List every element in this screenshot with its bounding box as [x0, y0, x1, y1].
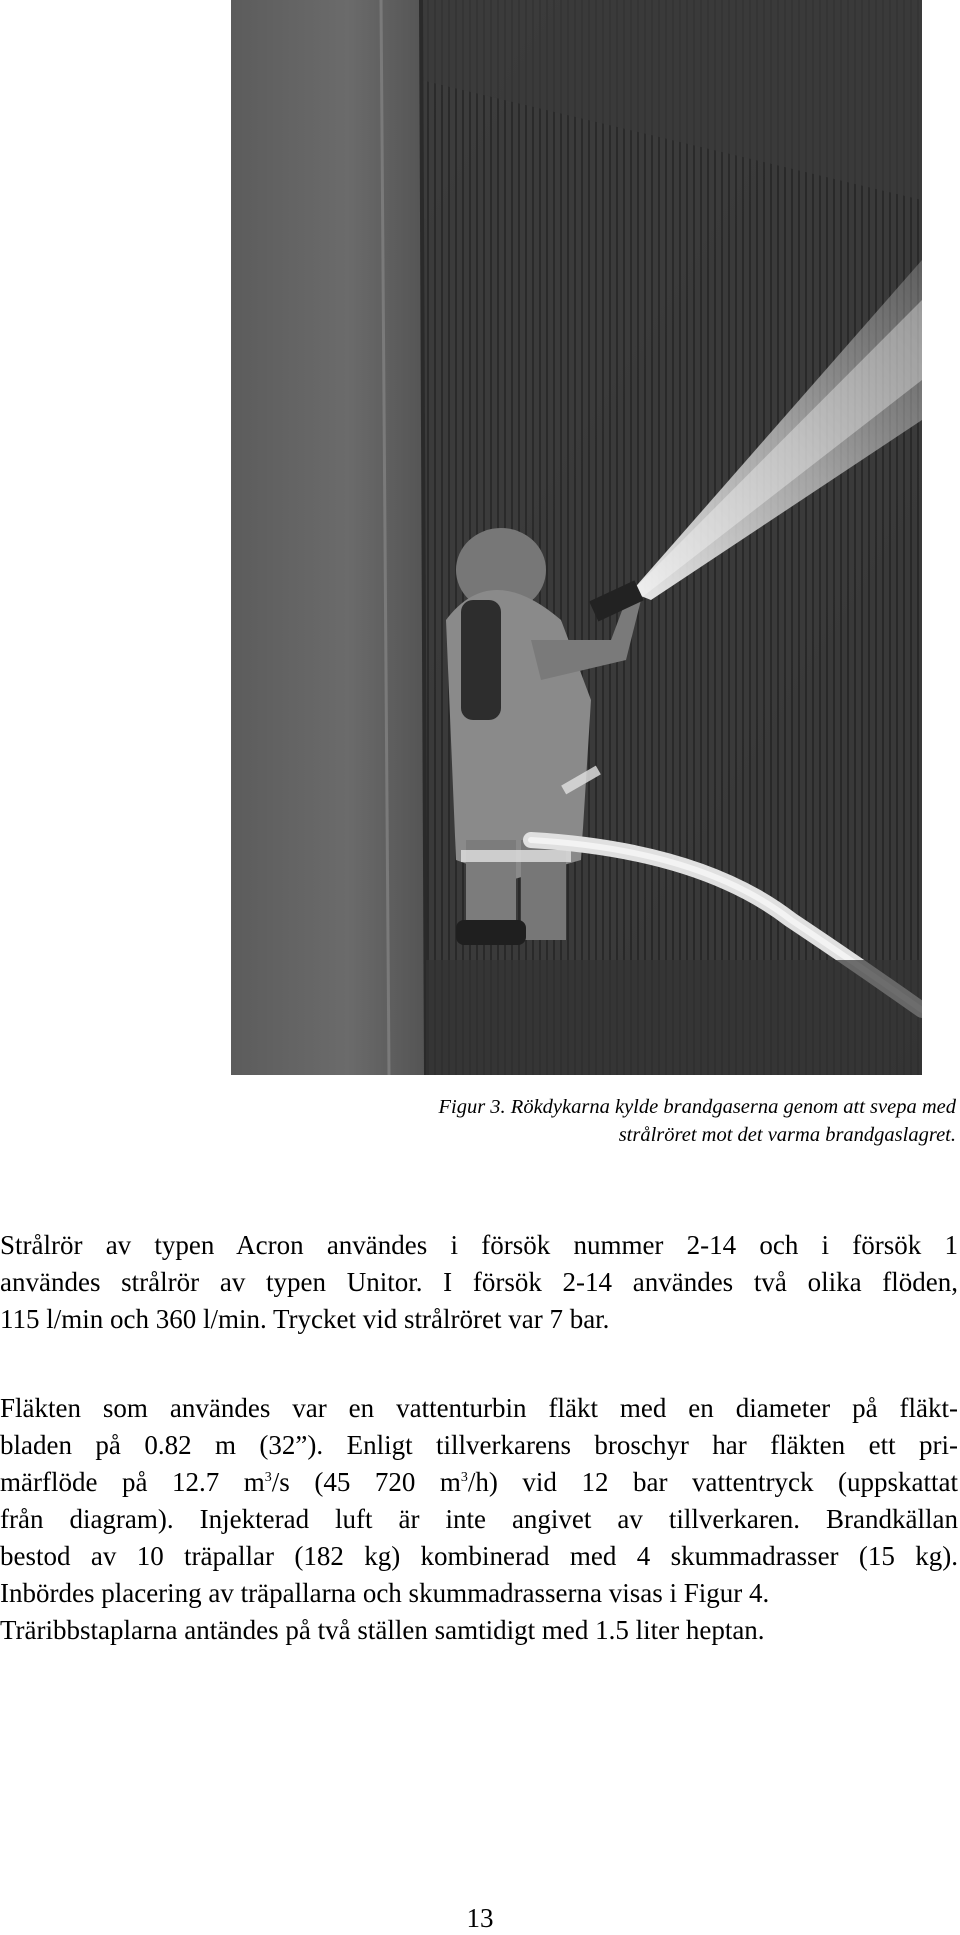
paragraph-nozzles: [0, 1227, 958, 1338]
paragraph-line: Inbördes placering av träpallarna och skummadrasserna visas i Figur 4.: [0, 1578, 770, 1608]
caption-line-1: Figur 3. Rökdykarna kylde brandgaserna genom att svepa med: [438, 1096, 956, 1118]
paragraph-line: Träribbstaplarna antändes på två ställen samtidigt med 1.5 liter heptan.: [0, 1615, 765, 1645]
caption-line-2: strålröret mot det varma brandgaslagret.: [618, 1124, 956, 1146]
paragraph-fan: [0, 1390, 958, 1649]
firefighter-photo: [231, 0, 922, 1075]
paragraph-line: bladen på 0.82 m (32”). Enligt tillverkarens broschyr har fläkten ett pri-: [0, 1430, 958, 1460]
superscript-3: 3: [460, 1470, 468, 1485]
flow-text-b: /s (45 720 m: [271, 1467, 461, 1497]
figure-caption: [240, 1093, 956, 1149]
paragraph-line: Fläkten som användes var en vattenturbin fläkt med en diameter på fläkt-: [0, 1393, 958, 1423]
paragraph-line-flow: [0, 1464, 958, 1501]
flow-text-a: märflöde på 12.7 m: [0, 1467, 265, 1497]
paragraph-line: 115 l/min och 360 l/min. Trycket vid strålröret var 7 bar.: [0, 1304, 610, 1334]
superscript-3: 3: [264, 1470, 272, 1485]
paragraph-line: användes strålrör av typen Unitor. I försök 2-14 användes två olika flöden,: [0, 1267, 958, 1297]
page-number: 13: [466, 1903, 494, 1933]
paragraph-line: bestod av 10 träpallar (182 kg) kombinerad med 4 skummadrasser (15 kg).: [0, 1541, 958, 1571]
paragraph-line: Strålrör av typen Acron användes i försök nummer 2-14 och i försök 1: [0, 1230, 958, 1260]
paragraph-line: från diagram). Injekterad luft är inte angivet av tillverkaren. Brandkällan: [0, 1504, 958, 1534]
flow-text-c: /h) vid 12 bar vattentryck (uppskattat: [467, 1467, 958, 1497]
